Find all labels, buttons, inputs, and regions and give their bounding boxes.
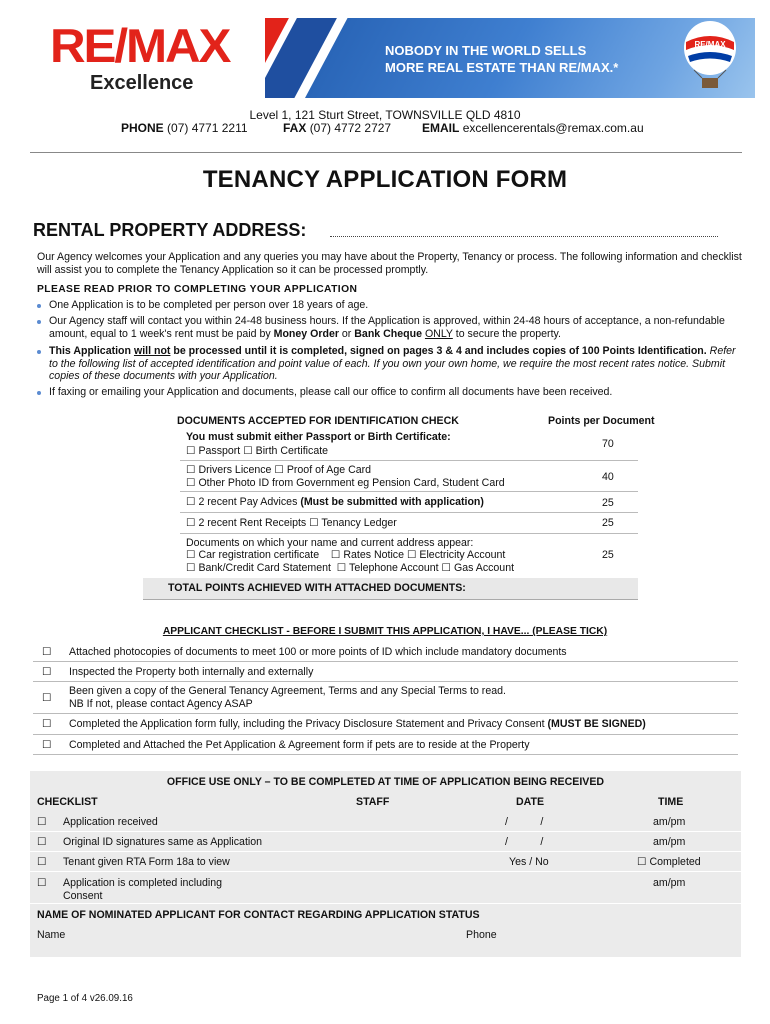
id-row-licence xyxy=(180,461,638,492)
checklist-item-5 xyxy=(33,735,738,755)
bullet-2-or: or xyxy=(338,327,355,340)
checkbox[interactable]: ☐ xyxy=(42,646,52,658)
checkbox[interactable]: ☐ xyxy=(42,666,52,678)
office-row-1-text: Application received xyxy=(63,816,158,828)
bullet-3-bold-2: be processed until it is completed, signed on pages 3 & 4 and includes copies of 100 Points Identification. xyxy=(170,345,707,357)
id-row-3-text[interactable] xyxy=(186,496,484,509)
office-row-4 xyxy=(30,872,741,903)
bullet-dot xyxy=(37,304,41,308)
id-row-5-line-3[interactable]: ☐ Bank/Credit Card Statement ☐ Telephone Account ☐ Gas Account xyxy=(186,562,515,574)
col-date: DATE xyxy=(516,796,545,808)
checkbox[interactable]: ☐ xyxy=(37,856,47,868)
office-row-2-date[interactable]: / / xyxy=(505,836,544,848)
office-divider xyxy=(30,903,741,904)
id-row-2-points: 40 xyxy=(602,471,614,483)
banner-line-2: MORE REAL ESTATE THAN RE/MAX.* xyxy=(385,60,619,75)
id-row-5-line-2[interactable]: ☐ Car registration certificate ☐ Rates Notice ☐ Electricity Account xyxy=(186,549,506,561)
logo-part-red-2: MAX xyxy=(125,19,230,72)
id-row-2-line-2[interactable]: ☐ Other Photo ID from Government eg Pension Card, Student Card xyxy=(186,477,505,489)
bullet-4 xyxy=(37,386,747,399)
office-row-3-yes-no[interactable]: Yes / No xyxy=(509,856,549,868)
bullet-3-italic: Refer to the following list of accepted identification and point value of each. If you own your own home, we require the most recent rates notice. Submit copies of these documents with your Application. xyxy=(49,345,736,382)
office-address: Level 1, 121 Sturt Street, TOWNSVILLE QLD 4810 xyxy=(249,108,521,122)
id-row-3-bold: (Must be submitted with application) xyxy=(300,496,484,508)
id-row-4-points: 25 xyxy=(602,517,614,529)
office-row-3 xyxy=(30,852,741,872)
bullet-3 xyxy=(37,345,747,383)
id-table-heading: DOCUMENTS ACCEPTED FOR IDENTIFICATION CHECK xyxy=(177,415,459,427)
id-row-1-points: 70 xyxy=(602,438,614,450)
balloon-label: RE/MAX xyxy=(694,40,726,49)
id-row-pay-advices xyxy=(180,492,638,513)
office-row-2-time[interactable]: am/pm xyxy=(653,836,686,848)
bullet-2-text: Our Agency staff will contact you within 24-48 business hours. If the Application is approved, within 24-48 hours of acceptance, a non-refundable amount, equal to 1 week's rent must be paid by xyxy=(49,315,725,340)
fax-contact xyxy=(283,121,391,135)
checklist-item-2 xyxy=(33,662,738,682)
id-row-rent-receipts xyxy=(180,513,638,534)
office-use-panel xyxy=(30,771,741,957)
office-row-4-line-1: Application is completed including xyxy=(63,877,222,889)
read-heading: PLEASE READ PRIOR TO COMPLETING YOUR APPLICATION xyxy=(37,284,358,295)
checklist-item-2-text: Inspected the Property both internally and externally xyxy=(69,666,314,678)
email-contact xyxy=(422,121,644,135)
bullet-3-bold: This Application xyxy=(49,345,134,357)
phone-field-label[interactable]: Phone xyxy=(466,929,497,941)
id-row-passport xyxy=(180,430,638,461)
bullet-2 xyxy=(37,315,747,340)
applicant-checklist-title xyxy=(0,626,770,637)
office-row-4-time[interactable]: am/pm xyxy=(653,877,686,889)
col-checklist: CHECKLIST xyxy=(37,796,98,808)
bullet-dot xyxy=(37,320,41,324)
phone-value: (07) 4771 2211 xyxy=(167,121,248,135)
money-order-text: Money Order xyxy=(273,327,339,340)
checkbox[interactable]: ☐ xyxy=(42,739,52,751)
id-row-5-line-1: Documents on which your name and current address appear: xyxy=(186,537,474,549)
checklist-item-4-label: Completed the Application form fully, including the Privacy Disclosure Statement and Privacy Consent xyxy=(69,718,548,730)
fax-label: FAX xyxy=(283,121,307,135)
logo-wordmark xyxy=(50,20,229,72)
name-field-label[interactable]: Name xyxy=(37,929,66,941)
will-not-text: will not xyxy=(133,345,171,357)
checklist-item-3 xyxy=(33,682,738,714)
office-row-4-line-2: Consent xyxy=(63,890,103,902)
bullet-dot xyxy=(37,391,41,395)
page-footer: Page 1 of 4 v26.09.16 xyxy=(37,993,133,1004)
bullet-dot xyxy=(37,350,41,354)
points-heading: Points per Document xyxy=(548,415,655,427)
checklist-item-4-text xyxy=(69,718,646,731)
office-use-title: OFFICE USE ONLY – TO BE COMPLETED AT TIME OF APPLICATION BEING RECEIVED xyxy=(166,776,605,788)
email-value: excellencerentals@remax.com.au xyxy=(462,121,644,135)
checklist-item-1-text: Attached photocopies of documents to meet 100 or more points of ID which include mandatory documents xyxy=(69,646,567,658)
must-be-signed-text: (MUST BE SIGNED) xyxy=(547,718,646,730)
slogan-banner xyxy=(265,18,755,98)
checklist-item-1 xyxy=(33,642,738,662)
office-row-2 xyxy=(30,832,741,852)
logo-part-red: RE/ xyxy=(50,19,126,72)
checklist-item-3-line-2: NB If not, please contact Agency ASAP xyxy=(69,698,253,710)
intro-paragraph: Our Agency welcomes your Application and any queries you may have about the Property, Tenancy or process. The following information and checklist will assist you to complete the Tenancy Application so it can be processed promptly. xyxy=(37,251,742,276)
bank-cheque-text: Bank Cheque xyxy=(354,327,422,340)
checklist-item-3-line-1: Been given a copy of the General Tenancy Agreement, Terms and any Special Terms to read. xyxy=(69,685,506,697)
office-row-1-date[interactable]: / / xyxy=(505,816,544,828)
id-row-3-label: ☐ 2 recent Pay Advices xyxy=(186,496,301,508)
id-row-1-line-2[interactable]: ☐ Passport ☐ Birth Certificate xyxy=(186,445,329,457)
bullet-1 xyxy=(37,299,747,312)
phone-contact xyxy=(121,121,248,135)
page-header xyxy=(0,0,770,104)
id-row-1-line-1: You must submit either Passport or Birth Certificate: xyxy=(186,431,451,443)
phone-label: PHONE xyxy=(121,121,164,135)
rental-address-label: RENTAL PROPERTY ADDRESS: xyxy=(33,220,307,240)
id-row-3-points: 25 xyxy=(602,497,614,509)
bullet-1-text: One Application is to be completed per person over 18 years of age. xyxy=(49,299,369,311)
form-title: TENANCY APPLICATION FORM xyxy=(202,166,568,193)
fax-value: (07) 4772 2727 xyxy=(309,121,392,135)
id-row-address-docs xyxy=(180,534,638,578)
checkbox[interactable]: ☐ xyxy=(42,718,52,730)
checkbox[interactable]: ☐ xyxy=(37,816,47,828)
total-points-bar: TOTAL POINTS ACHIEVED WITH ATTACHED DOCUMENTS: xyxy=(143,578,638,600)
bullet-2-end: to secure the property. xyxy=(452,327,561,340)
col-staff: STAFF xyxy=(356,796,390,808)
office-row-1-time[interactable]: am/pm xyxy=(653,816,686,828)
col-time: TIME xyxy=(658,796,684,808)
balloon-icon xyxy=(680,20,740,92)
checklist-item-5-text: Completed and Attached the Pet Application & Agreement form if pets are to reside at the Property xyxy=(69,739,530,751)
checkbox[interactable]: ☐ xyxy=(37,877,47,889)
applicant-checklist-title-text: APPLICANT CHECKLIST - BEFORE I SUBMIT THIS APPLICATION, I HAVE... (PLEASE TICK) xyxy=(162,626,608,637)
header-divider xyxy=(30,152,742,153)
remax-logo xyxy=(50,20,250,100)
email-label: EMAIL xyxy=(422,121,460,135)
banner-line-1: NOBODY IN THE WORLD SELLS xyxy=(385,43,587,58)
office-row-1 xyxy=(30,812,741,832)
bullet-4-text: If faxing or emailing your Application and documents, please call our office to confirm all documents have been received. xyxy=(49,386,613,398)
office-row-3-text: Tenant given RTA Form 18a to view xyxy=(63,856,230,868)
only-text: ONLY xyxy=(424,327,453,340)
logo-subtitle: Excellence xyxy=(90,72,194,94)
rental-address-field[interactable] xyxy=(330,236,718,237)
checkbox[interactable]: ☐ xyxy=(42,692,52,704)
checklist-item-4 xyxy=(33,714,738,735)
office-row-3-completed[interactable]: ☐ Completed xyxy=(637,856,701,868)
id-row-5-points: 25 xyxy=(602,549,614,561)
id-row-2-line-1[interactable]: ☐ Drivers Licence ☐ Proof of Age Card xyxy=(186,464,372,476)
office-row-2-text: Original ID signatures same as Application xyxy=(63,836,263,848)
id-row-4-text[interactable]: ☐ 2 recent Rent Receipts ☐ Tenancy Ledger xyxy=(186,517,397,529)
nominated-applicant-heading: NAME OF NOMINATED APPLICANT FOR CONTACT REGARDING APPLICATION STATUS xyxy=(37,909,480,921)
checkbox[interactable]: ☐ xyxy=(37,836,47,848)
